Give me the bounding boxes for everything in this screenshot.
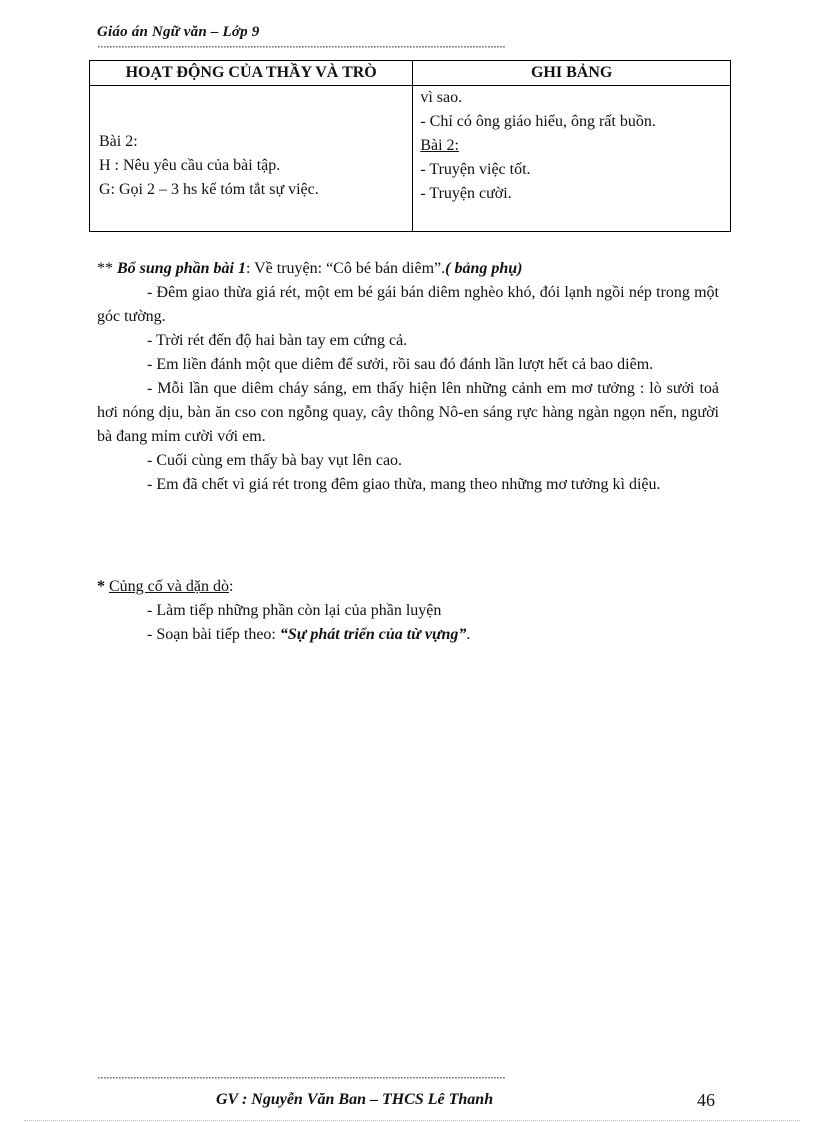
activity-line: Bài 2: [99, 133, 138, 150]
consolidation-heading [97, 575, 719, 599]
story-paragraph: - Em đã chết vì giá rét trong đêm giao thừa, mang theo những mơ tưởng kì diệu. [147, 476, 661, 493]
story-paragraph: - Mỗi lần que diêm cháy sáng, em thấy hiện lên những cảnh em mơ tưởng : lò sưởi toả hơi nóng dịu, bàn ăn cso con ngỗng quay, cây thông Nô-en sáng rực hàng ngàn ngọn nến, người bà đang mỉm cười với em. [97, 380, 719, 445]
document-header-title: Giáo án Ngữ văn – Lớp 9 [97, 24, 260, 40]
page-number: 46 [697, 1090, 715, 1110]
board-note-line: - Chỉ có ông giáo hiểu, ông rất buồn. [420, 113, 656, 130]
exercise-heading: Bài 2: [420, 137, 459, 154]
consolidation-title: Củng cố và dặn dò [109, 578, 229, 595]
board-note-line: - Truyện cười. [420, 185, 512, 202]
footer-star-divider: **************************************************************************************************************************************** [97, 1077, 506, 1083]
supplement-prefix: ** [97, 260, 117, 277]
supplement-subject: : Về truyện: “Cô bé bán diêm”. [245, 260, 446, 277]
consolidation-colon: : [228, 578, 234, 595]
supplement-note: ( bảng phụ) [445, 260, 523, 277]
story-paragraph: - Cuối cùng em thấy bà bay vụt lên cao. [147, 452, 403, 469]
story-paragraph: - Trời rét đến độ hai bàn tay em cứng cả. [147, 332, 408, 349]
supplement-title: Bổ sung phần bài 1 [117, 260, 246, 277]
consolidation-prefix: * [97, 578, 109, 595]
board-note-line [413, 134, 730, 158]
board-notes-cell [413, 86, 731, 232]
story-paragraph: - Em liền đánh một que diêm để sưởi, rồi sau đó đánh lần lượt hết cả bao diêm. [147, 356, 654, 373]
next-lesson-title: “Sự phát triển của từ vựng” [279, 626, 467, 643]
homework-line [97, 623, 719, 647]
header-star-divider: **************************************************************************************************************************************** [97, 46, 506, 52]
page-bottom-divider [24, 1120, 800, 1121]
consolidation-section [97, 575, 719, 647]
lesson-table [89, 60, 731, 232]
activity-line: G: Gọi 2 – 3 hs kể tóm tắt sự việc. [99, 181, 319, 198]
footer-author: GV : Nguyễn Văn Ban – THCS Lê Thanh [216, 1091, 494, 1108]
story-paragraph: - Đêm giao thừa giá rét, một em bé gái bán diêm nghèo khó, đói lạnh ngồi nép trong một góc tường. [97, 284, 719, 325]
board-note-line: vì sao. [420, 89, 463, 106]
next-lesson-suffix: . [466, 626, 471, 643]
homework-line: - Làm tiếp những phần còn lại của phần luyện [147, 602, 442, 619]
activity-cell [90, 86, 413, 232]
board-notes-column-header: GHI BẢNG [413, 61, 731, 86]
supplement-section [97, 257, 719, 497]
supplement-heading [97, 257, 719, 281]
activity-line: H : Nêu yêu cầu của bài tập. [99, 157, 281, 174]
next-lesson-label: - Soạn bài tiếp theo: [147, 626, 280, 643]
board-note-line: - Truyện việc tốt. [420, 161, 531, 178]
activity-column-header: HOẠT ĐỘNG CỦA THẦY VÀ TRÒ [90, 61, 413, 86]
